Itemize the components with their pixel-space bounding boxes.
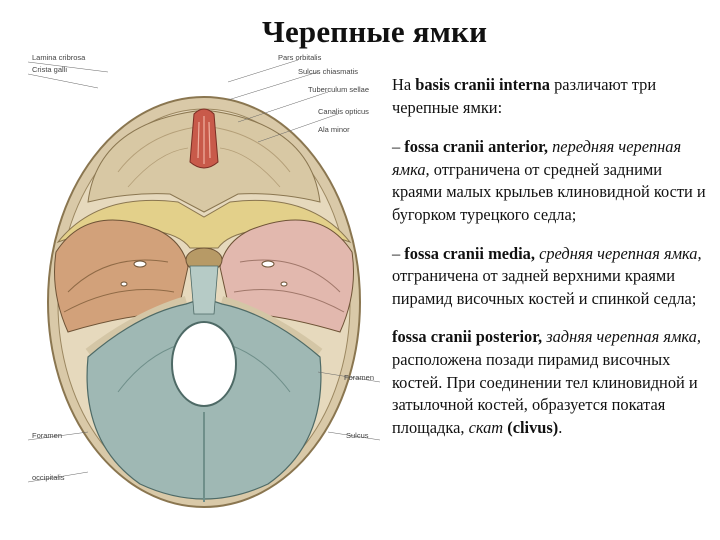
label-sulcus-chiasmatis: Sulcus chiasmatis bbox=[298, 67, 359, 76]
clivus-term: (clivus) bbox=[507, 417, 559, 437]
anterior-description: отграничена от средней задними краями малых крыльев клиновидной кости и бугорком турецкого седла; bbox=[392, 159, 706, 224]
posterior-russian-term: задняя черепная ямка, bbox=[542, 327, 701, 347]
fossa-media-paragraph bbox=[392, 243, 714, 311]
intro-suffix: различают три черепные ямки: bbox=[392, 75, 657, 117]
skat-term: скат bbox=[468, 417, 504, 437]
label-sulcus: Sulcus bbox=[346, 431, 369, 440]
slide-title: Черепные ямки bbox=[262, 14, 488, 49]
label-crista-galli: Crista galli bbox=[32, 65, 68, 74]
intro-prefix: На bbox=[392, 75, 416, 94]
intro-paragraph bbox=[392, 74, 714, 119]
label-canalis-opticus: Canalis opticus bbox=[318, 107, 369, 116]
skull-base-illustration bbox=[28, 52, 380, 532]
posterior-end: . bbox=[558, 417, 563, 437]
label-foramen-left: Foramen bbox=[32, 431, 63, 440]
anterior-latin-term: fossa cranii anterior, bbox=[404, 137, 549, 157]
anterior-dash: – bbox=[392, 137, 405, 157]
label-foramen-right: Foramen bbox=[344, 373, 375, 382]
skull-base-drawing bbox=[28, 52, 380, 532]
label-ala-minor: Ala minor bbox=[318, 125, 350, 134]
posterior-description: расположена позади пирамид височных костей. При соединении тел клиновидной и затылочной костей, образуется покатая площадка, bbox=[392, 349, 698, 437]
text-column bbox=[392, 74, 714, 439]
media-russian-term: средняя черепная ямка, bbox=[534, 243, 702, 263]
label-lamina-cribrosa: Lamina cribrosa bbox=[32, 53, 86, 62]
label-pars-orbitalis: Pars orbitalis bbox=[278, 53, 322, 62]
media-dash: – bbox=[392, 243, 405, 263]
media-description: отграничена от задней верхними краями пирамид височных костей и спинкой седла; bbox=[392, 266, 697, 308]
anterior-russian-term: передняя черепная ямка, bbox=[392, 137, 682, 179]
label-occipitalis: occipitalis bbox=[32, 473, 65, 482]
media-latin-term: fossa cranii media, bbox=[404, 243, 535, 263]
posterior-latin-term: fossa cranii posterior, bbox=[392, 327, 543, 347]
fossa-posterior-paragraph bbox=[392, 326, 714, 439]
intro-latin-term: basis cranii interna bbox=[415, 75, 550, 94]
label-tuberculum-sellae: Tuberculum sellae bbox=[308, 85, 369, 94]
fossa-anterior-paragraph bbox=[392, 136, 714, 226]
